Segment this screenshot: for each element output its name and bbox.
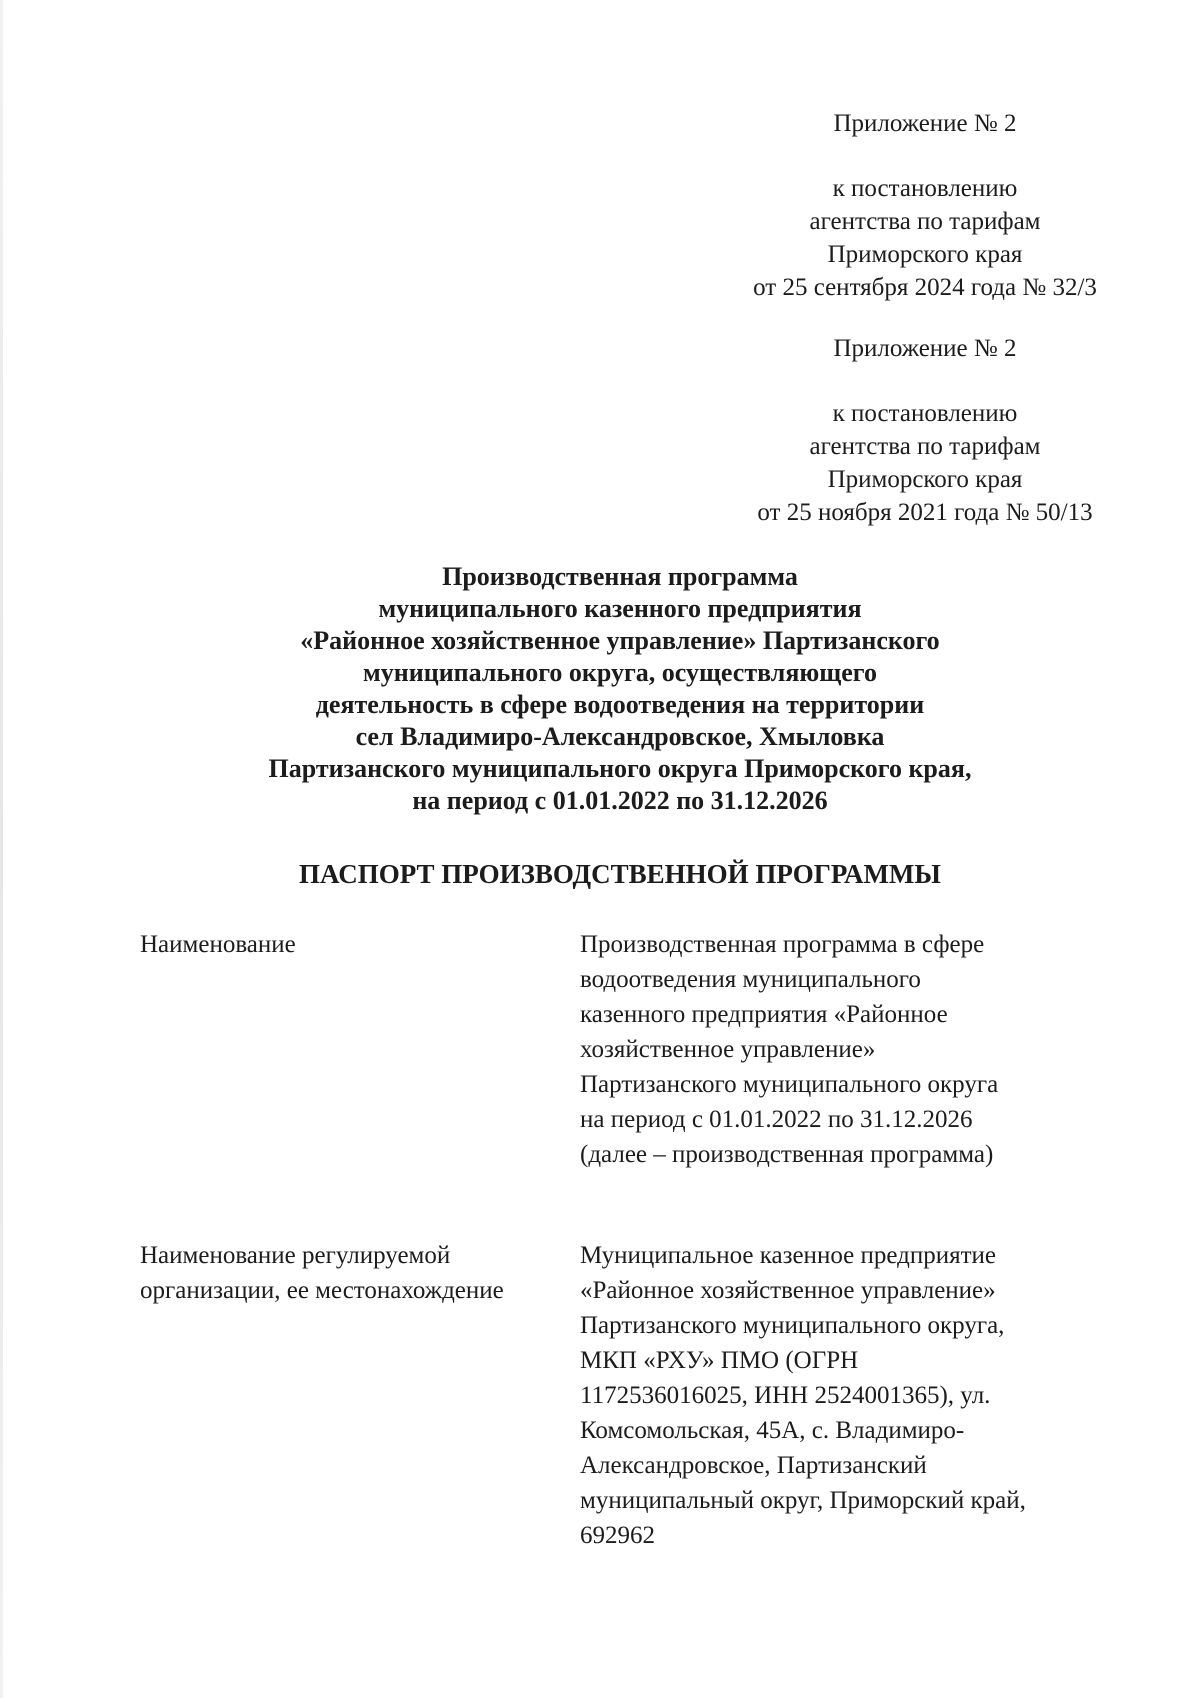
heading-line: Партизанского муниципального округа Приморского края,	[268, 754, 972, 783]
appendix-title: Приложение № 2	[833, 110, 1017, 137]
value-line: 1172536016025, ИНН 2524001365), ул.	[580, 1382, 991, 1409]
scan-edge	[0, 0, 3, 1698]
appendix-title: Приложение № 2	[833, 335, 1017, 362]
value-line: на период с 01.01.2022 по 31.12.2026	[580, 1106, 973, 1133]
value-line: 692962	[580, 1522, 655, 1549]
value-line: «Районное хозяйственное управление»	[580, 1277, 996, 1304]
appendix-current	[700, 107, 1150, 304]
heading-line: муниципального округа, осуществляющего	[363, 658, 877, 687]
appendix-date-line: от 25 ноября 2021 года № 50/13	[757, 499, 1093, 526]
label-line: организации, ее местонахождение	[140, 1277, 504, 1304]
value-line: Муниципальное казенное предприятие	[580, 1242, 996, 1269]
appendix-line: агентства по тарифам	[809, 208, 1041, 235]
appendix-original	[700, 332, 1150, 529]
value-line: Комсомольская, 45А, с. Владимиро-	[580, 1417, 965, 1444]
heading-line: «Районное хозяйственное управление» Партизанского	[300, 626, 940, 655]
value-line: Партизанского муниципального округа	[580, 1071, 999, 1098]
value-line: муниципальный округ, Приморский край,	[580, 1487, 1026, 1514]
passport-row-label	[140, 927, 560, 962]
heading-line: Производственная программа	[442, 562, 798, 591]
appendix-line: к постановлению	[832, 175, 1018, 202]
value-line: (далее – производственная программа)	[580, 1141, 994, 1168]
value-line: казенного предприятия «Районное	[580, 1001, 948, 1028]
appendix-line: Приморского края	[827, 241, 1023, 268]
appendix-line: к постановлению	[832, 400, 1018, 427]
value-line: Партизанского муниципального округа,	[580, 1312, 1005, 1339]
value-line: водоотведения муниципального	[580, 966, 921, 993]
label-line: Наименование	[140, 931, 296, 958]
passport-title: ПАСПОРТ ПРОИЗВОДСТВЕННОЙ ПРОГРАММЫ	[299, 859, 941, 889]
passport-row-label	[140, 1238, 560, 1308]
passport-row-value	[580, 927, 1120, 1172]
value-line: МКП «РХУ» ПМО (ОГРН	[580, 1347, 859, 1374]
appendix-line: Приморского края	[827, 466, 1023, 493]
appendix-line: агентства по тарифам	[809, 433, 1041, 460]
value-line: Александровское, Партизанский	[580, 1452, 927, 1479]
heading-line: муниципального казенного предприятия	[378, 594, 862, 623]
heading-line: деятельность в сфере водоотведения на территории	[315, 690, 925, 719]
program-heading	[150, 561, 1090, 817]
heading-line: на период с 01.01.2022 по 31.12.2026	[412, 786, 828, 815]
appendix-date-line: от 25 сентября 2024 года № 32/3	[753, 274, 1097, 301]
value-line: хозяйственное управление»	[580, 1036, 876, 1063]
label-line: Наименование регулируемой	[140, 1242, 451, 1269]
passport-row-value	[580, 1238, 1120, 1553]
heading-line: сел Владимиро-Александровское, Хмыловка	[355, 722, 885, 751]
value-line: Производственная программа в сфере	[580, 931, 985, 958]
